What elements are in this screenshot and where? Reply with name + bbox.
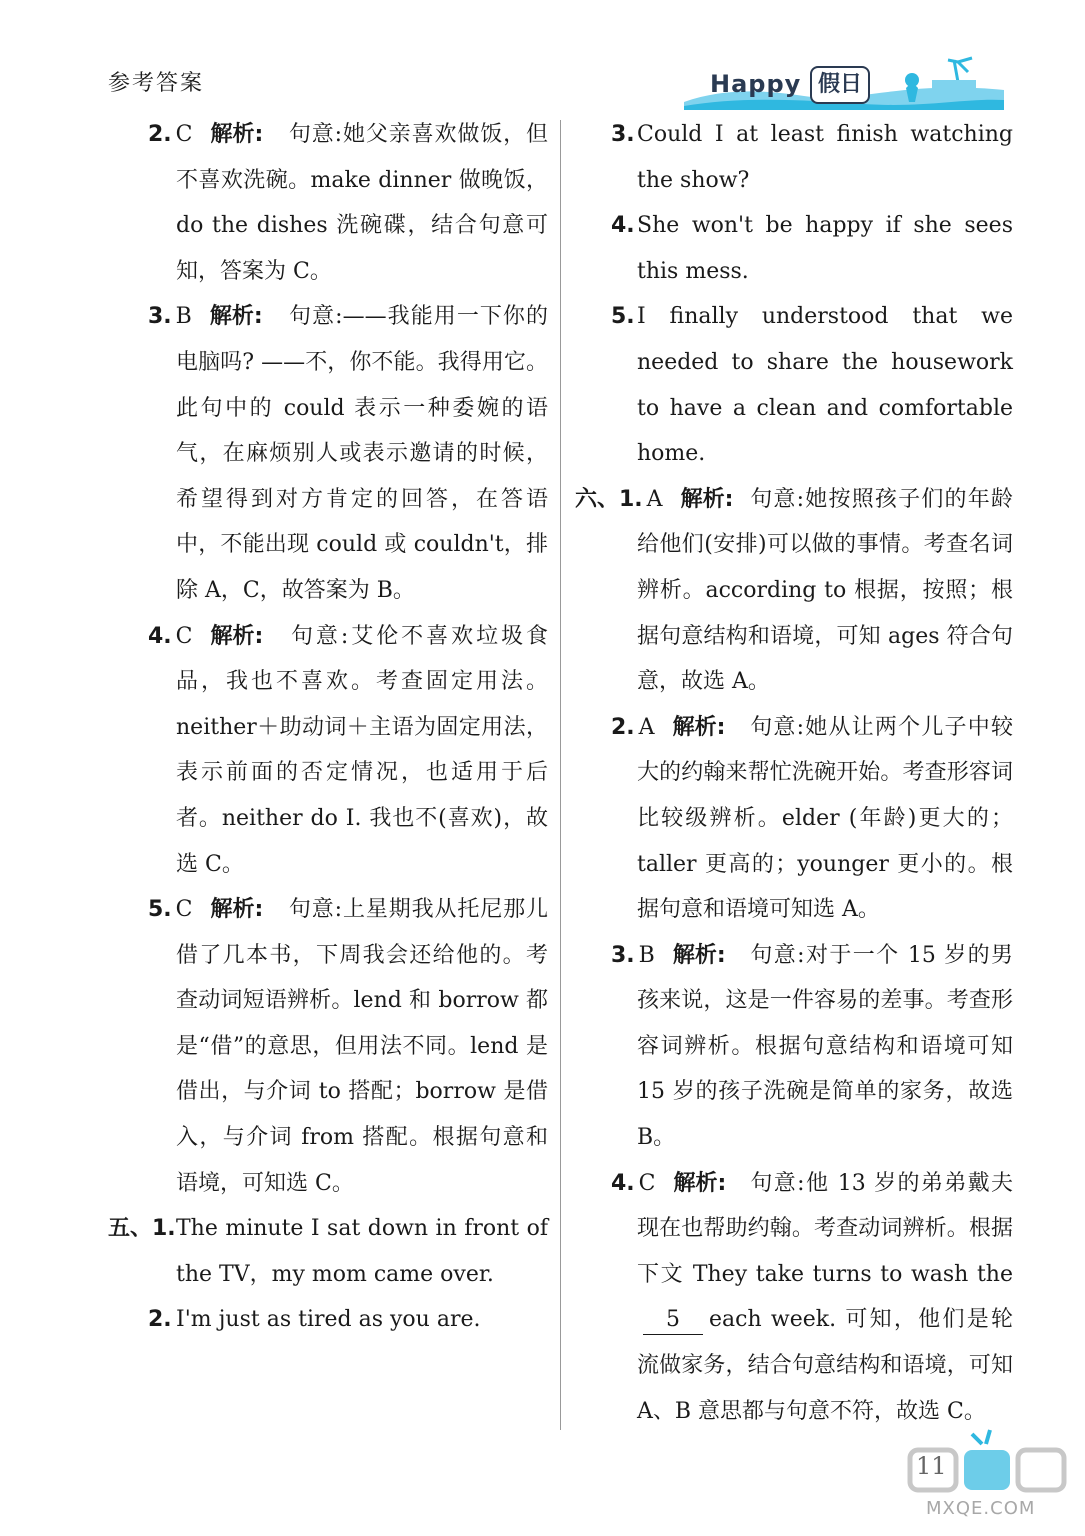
section-number: 六、1. [575,486,643,512]
item-number: 2. [611,714,635,740]
item-number: 2. [148,1307,172,1333]
answer-item [108,887,548,1206]
answer-item [575,933,1013,1161]
sentence-text: She won't be happy if she sees this mess. [637,213,1013,284]
sentence-text: The minute I sat down in front of the TV，my mom came over. [176,1216,548,1287]
analysis-text: 句意:她从让两个儿子中较大的约翰来帮忙洗碗开始。考查形容词比较级辨析。elder (年龄)更大的；taller 更高的；younger 更小的。根据句意和语境可知选 A。 [637,714,1013,923]
sentence-item [575,112,1013,203]
item-number: 5. [611,304,635,330]
analysis-keyword: 解析: [210,897,264,923]
answer-item [575,705,1013,933]
column-divider [560,120,561,1430]
item-answer: B [175,304,192,330]
answer-item [575,1161,1013,1435]
item-answer: C [175,897,193,923]
item-answer: C [638,1170,656,1196]
item-answer: A [646,486,663,512]
analysis-keyword: 解析: [680,486,734,512]
analysis-text: each week. 可知，他们是轮流做家务，结合句意结构和语境，可知 A、B 意思都与句意不符，故选 C。 [637,1307,1013,1424]
analysis-text: 句意:——我能用一下你的电脑吗? ——不，你不能。我得用它。此句中的 could 表示一种委婉的语气，在麻烦别人或表示邀请的时候，希望得到对方肯定的回答，在答语中，不能出现 could 或 couldn't，排除 A，C，故答案为 B。 [176,304,548,603]
happy-holiday-logo [684,50,1004,110]
sentence-text: I'm just as tired as you are. [176,1307,481,1333]
item-number: 3. [148,304,172,330]
watermark-text: MXQE.COM [926,1498,1036,1519]
sentence-text: I finally understood that we needed to share the housework to have a clean and comfortable home. [637,304,1013,467]
answer-item [108,614,548,888]
answer-item [108,112,548,294]
analysis-text: 句意:上星期我从托尼那儿借了几本书，下周我会还给他的。考查动词短语辨析。lend 和 borrow 都是“借”的意思，但用法不同。lend 是借出，与介词 to 搭配；borrow 是借入，与介词 from 搭配。根据句意和语境，可知选 C。 [176,897,548,1196]
analysis-keyword: 解析: [673,1170,727,1196]
section-number: 五、1. [108,1216,176,1242]
item-number: 4. [148,623,172,649]
analysis-keyword: 解析: [672,714,726,740]
right-column [575,112,1013,1434]
logo-word: Happy [710,70,802,98]
item-number: 5. [148,897,172,923]
analysis-text: 句意:艾伦不喜欢垃圾食品，我也不喜欢。考查固定用法。neither＋助动词＋主语为固定用法，表示前面的否定情况，也适用于后者。neither do I. 我也不(喜欢)，故选 C。 [176,623,548,877]
item-number: 2. [148,122,172,147]
left-column [108,112,548,1343]
logo-box-text: 假日 [810,66,870,104]
page-number: 11 [916,1452,947,1480]
page-header-label: 参考答案 [108,71,205,96]
sentence-item [108,1297,548,1343]
sentence-text: Could I at least finish watching the show? [637,122,1013,193]
item-number: 4. [611,1170,635,1196]
item-answer: C [175,623,193,649]
item-number: 3. [611,942,635,968]
sentence-item [575,294,1013,476]
analysis-text: 句意:他 13 岁的弟弟戴夫现在也帮助约翰。考查动词辨析。根据下文 They take turns to wash the [637,1170,1013,1287]
item-answer: C [175,122,193,147]
answer-item [575,477,1013,705]
blank-number: 5 [643,1306,703,1335]
item-number: 4. [611,213,635,239]
analysis-keyword: 解析: [210,122,264,147]
analysis-text: 句意:她父亲喜欢做饭，但不喜欢洗碗。make dinner 做晚饭，do the dishes 洗碗碟，结合句意可知，答案为 C。 [176,122,548,284]
sentence-item [575,203,1013,294]
item-answer: B [638,942,655,968]
analysis-keyword: 解析: [209,304,263,330]
analysis-keyword: 解析: [210,623,264,649]
item-answer: A [638,714,655,740]
answer-item [108,294,548,613]
sentence-item [108,1206,548,1297]
item-number: 3. [611,122,635,147]
analysis-text: 句意:她按照孩子们的年龄给他们(安排)可以做的事情。考查名词辨析。according to 根据，按照；根据句意结构和语境，可知 ages 符合句意，故选 A。 [637,486,1013,695]
analysis-keyword: 解析: [672,942,726,968]
analysis-text: 句意:对于一个 15 岁的男孩来说，这是一件容易的差事。考查形容词辨析。根据句意结构和语境可知 15 岁的孩子洗碗是简单的家务，故选 B。 [637,942,1013,1151]
